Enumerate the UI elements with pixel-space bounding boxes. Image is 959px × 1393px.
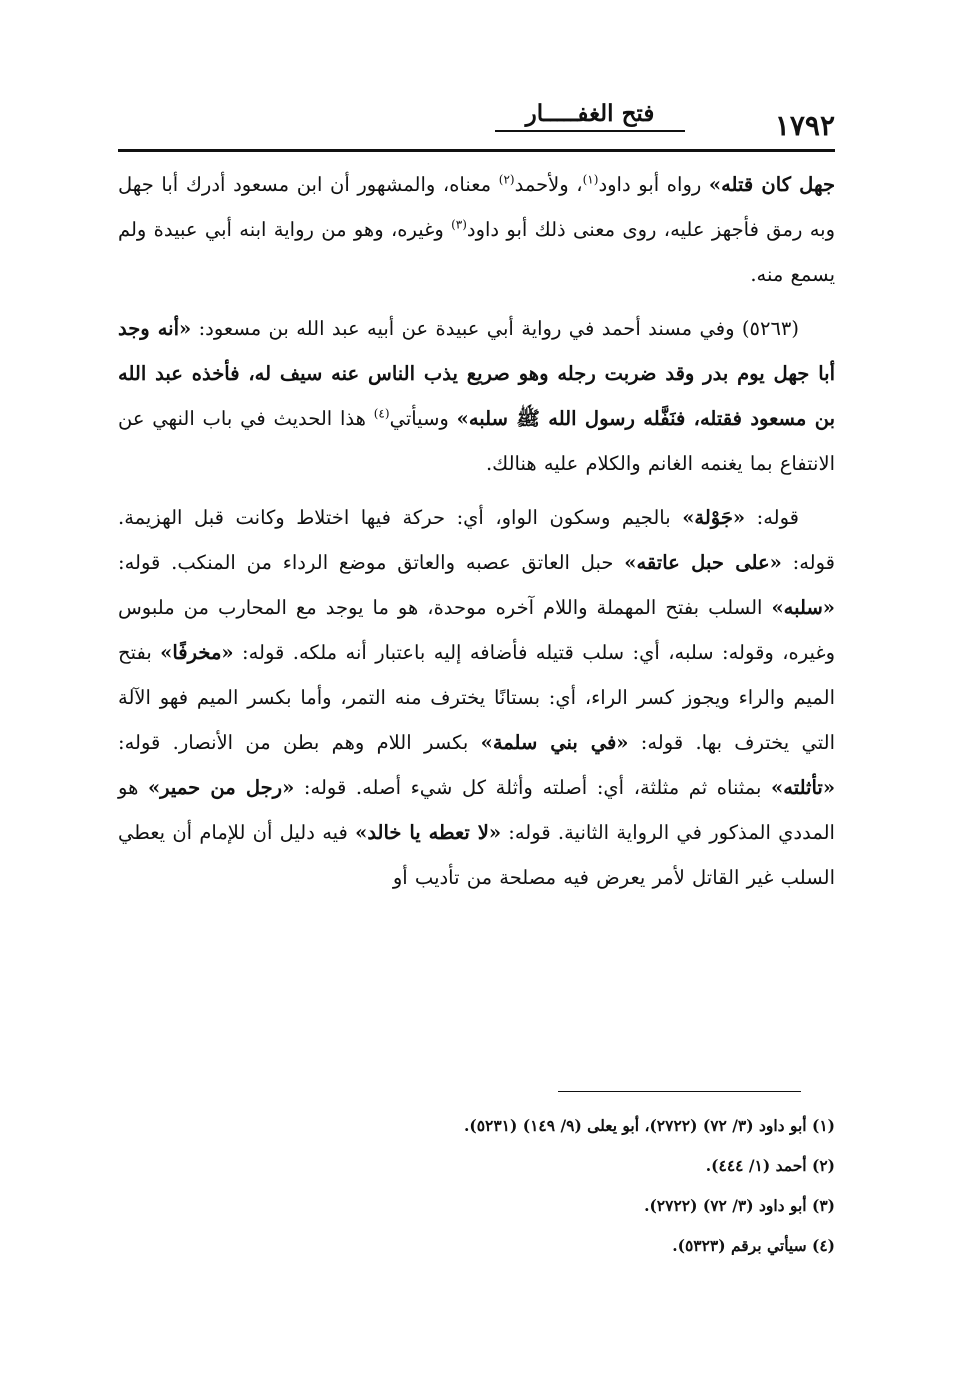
- quoted-text: «في بني سلمة»: [480, 731, 629, 754]
- text-run: فيه دليل أن للإمام أن يعطي السلب غير القاتل لأمر يعرض فيه مصلحة من تأديب أو: [118, 821, 835, 889]
- quoted-text: «أنه وجد أبا جهل يوم بدر وقد ضربت رجله وهو صريع يذب الناس عنه سيف له، فأخذه عبد الله بن مسعود فقتله، فنَفَّله رسول الله ﷺ سلبه»: [118, 317, 835, 430]
- paragraph: [118, 495, 835, 900]
- text-run: قوله:: [745, 506, 800, 529]
- footnote-marker: (٢): [498, 172, 515, 187]
- text-run: بالجيم وسكون الواو، أي: حركة فيها اختلاط وكانت قبل الهزيمة. قوله:: [118, 506, 836, 574]
- text-run: رواه أبو داود: [598, 173, 709, 196]
- text-run: بفتح الميم والراء ويجوز كسر الراء، أي: بستانًا يخترف منه التمر، وأما بكسر الميم فهو الآلة التي يخترف بها. قوله:: [118, 641, 835, 754]
- text-run: وغيره، وهو من رواية ابنه أبي عبيدة ولم يسمع منه.: [118, 218, 835, 286]
- text-run: وسيأتي: [389, 407, 457, 430]
- text-run: بمثناه ثم مثلثة، أي: أصلته وأثلة كل شيء أصله. قوله:: [294, 776, 772, 799]
- footnote-marker: (٣): [451, 217, 467, 232]
- text-run: ، ولأحمد: [514, 173, 583, 196]
- page-header: [118, 92, 835, 152]
- text-run: بكسر اللام وهم بطن من الأنصار. قوله:: [118, 731, 481, 754]
- text-run: السلب بفتح المهملة واللام آخره موحدة، هو ما يوجد مع المحارب من ملبوس وغيره، وقوله: سلبه، أي: سلب قتيله فأضافه إليه باعتبار أنه ملكه. قوله:: [118, 596, 835, 664]
- text-run: حبل العاتق عصبه والعاتق موضع الرداء من المنكب. قوله:: [118, 551, 625, 574]
- text-run: هو المددي المذكور في الرواية الثانية. قوله:: [118, 776, 835, 844]
- paragraph: [118, 306, 835, 486]
- paragraph: [118, 162, 835, 297]
- footnotes: [118, 1106, 835, 1266]
- quoted-text: جهل كان قتله»: [708, 173, 835, 196]
- quoted-text: «سلبه»: [771, 596, 835, 619]
- running-title: فتح الغفـــــار: [495, 98, 685, 132]
- text-run: معناه، والمشهور أن ابن مسعود أدرك أبا جهل وبه رمق فأجهز عليه، روى معنى ذلك أبو داود: [118, 173, 835, 241]
- quoted-text: «مخرفًا»: [160, 641, 234, 664]
- main-text: [118, 162, 835, 900]
- quoted-text: «رجل من حمير»: [147, 776, 295, 799]
- quoted-text: «لا تعطه يا خالد»: [355, 821, 502, 844]
- page-number: ١٧٩٢: [774, 109, 835, 142]
- text-run: (٥٢٦٣) وفي مسند أحمد في رواية أبي عبيدة عن أبيه عبد الله بن مسعود:: [191, 317, 800, 340]
- footnote: (٤) سيأتي برقم (٥٣٢٣).: [672, 1236, 835, 1255]
- footnote-rule: [558, 1091, 801, 1092]
- quoted-text: «على حبل عاتقه»: [624, 551, 782, 574]
- footnote: (٣) أبو داود (٣/ ٧٢) (٢٧٢٢).: [644, 1196, 835, 1215]
- footnote: (١) أبو داود (٣/ ٧٢) (٢٧٢٢)، أبو يعلى (٩/ ١٤٩) (٥٢٣١).: [463, 1116, 835, 1135]
- text-run: هذا الحديث في باب النهي عن الانتفاع بما يغنمه الغانم والكلام عليه هنالك.: [118, 407, 835, 475]
- footnote-marker: (١): [582, 172, 599, 187]
- header-rule: [118, 149, 835, 152]
- quoted-text: «جَوْلة»: [682, 506, 746, 529]
- footnote-marker: (٤): [373, 406, 390, 421]
- footnote: (٢) أحمد (١/ ٤٤٤).: [705, 1156, 835, 1175]
- quoted-text: «تأثلته»: [771, 776, 836, 799]
